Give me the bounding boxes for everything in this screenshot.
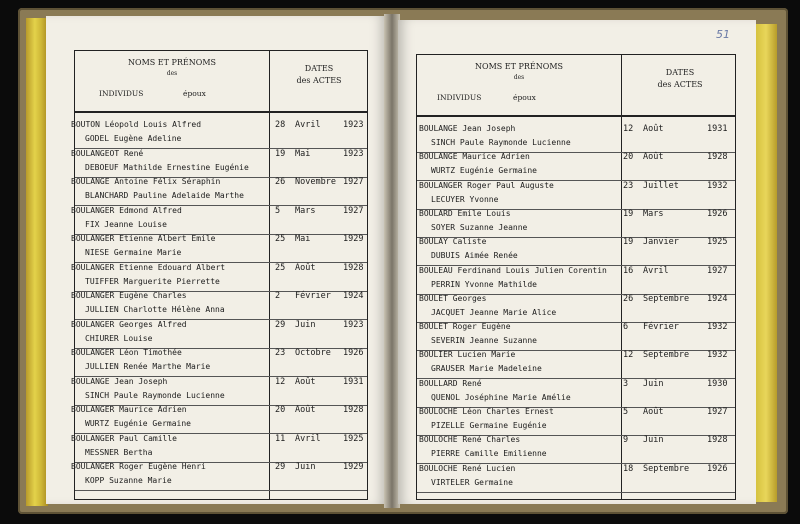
names-header xyxy=(75,57,269,79)
table-row xyxy=(417,151,735,181)
table-row xyxy=(71,119,367,149)
dates-header xyxy=(623,67,737,91)
table-row xyxy=(417,123,735,153)
date-month: Août xyxy=(643,124,664,134)
table-row xyxy=(71,205,367,235)
date-year: 1924 xyxy=(707,293,728,304)
husband-name: BOULAY Caliste xyxy=(419,237,487,247)
table-row xyxy=(71,290,367,320)
date-day: 29 xyxy=(275,319,286,330)
husband-name: BOULANGER Etienne Edouard Albert xyxy=(71,262,226,272)
date-day: 19 xyxy=(275,148,286,159)
date-day: 25 xyxy=(275,234,286,244)
right-page xyxy=(398,20,756,504)
date-year: 1931 xyxy=(343,376,364,387)
table-row xyxy=(417,463,735,493)
date-year: 1932 xyxy=(707,322,728,333)
date-day: 16 xyxy=(623,265,634,276)
names-header-des: des xyxy=(166,70,178,77)
date-month: Février xyxy=(295,291,331,301)
husband-name: BOULEAU Ferdinand Louis Julien Corentin xyxy=(419,265,607,275)
date-year: 1925 xyxy=(343,433,364,444)
wife-name: FIX Jeanne Louise xyxy=(85,219,167,229)
date-year: 1927 xyxy=(707,407,728,417)
table-row xyxy=(417,378,735,408)
date-month: Juin xyxy=(643,378,664,389)
date-month: Octobre xyxy=(295,348,331,358)
date-month: Août xyxy=(643,152,664,163)
date-month: Avril xyxy=(295,120,321,130)
husband-name: BOULOCHE René Lucien xyxy=(419,463,516,473)
wife-name: JULLIEN Charlotte Hélène Anna xyxy=(85,305,225,314)
date-day: 6 xyxy=(623,322,629,333)
date-day: 23 xyxy=(275,348,286,358)
date-month: Avril xyxy=(295,433,321,444)
date-year: 1930 xyxy=(707,378,728,389)
date-day: 19 xyxy=(623,237,634,248)
date-day: 26 xyxy=(275,177,286,187)
table-row xyxy=(71,376,367,406)
wife-name: VIRTELER Germaine xyxy=(431,477,513,487)
husband-name: BOULANGE Maurice Adrien xyxy=(419,152,530,162)
date-day: 29 xyxy=(275,462,286,472)
date-day: 19 xyxy=(623,208,634,219)
husband-name: BOULANGE Jean Joseph xyxy=(419,124,516,133)
date-year: 1929 xyxy=(343,462,364,472)
wife-name: SINCH Paule Raymonde Lucienne xyxy=(85,390,225,400)
date-year: 1927 xyxy=(707,265,728,276)
names-header-title: NOMS ET PRÉNOMS xyxy=(128,58,216,67)
date-month: Août xyxy=(643,407,664,417)
husband-name: BOULARD Emile Louis xyxy=(419,208,511,218)
husband-name: BOULANGER Roger Eugène Henri xyxy=(71,462,206,471)
wife-name: NIESE Germaine Marie xyxy=(85,248,182,257)
date-day: 11 xyxy=(275,433,286,444)
dates-header-title: DATES xyxy=(304,64,334,73)
husband-name: BOULET Georges xyxy=(419,293,487,303)
table-row xyxy=(71,347,367,377)
date-day: 12 xyxy=(623,350,634,361)
date-year: 1926 xyxy=(707,463,728,474)
row-divider xyxy=(417,492,735,493)
table-row xyxy=(417,349,735,379)
names-header-title: NOMS ET PRÉNOMS xyxy=(475,62,563,71)
gilt-page-edge-left xyxy=(26,18,48,506)
date-day: 3 xyxy=(623,378,629,389)
husband-name: BOULIER Lucien Marie xyxy=(419,350,516,360)
wife-name: JULLIEN Renée Marthe Marie xyxy=(85,362,211,371)
wife-name: SEVERIN Jeanne Suzanne xyxy=(431,336,537,346)
date-year: 1932 xyxy=(707,180,728,191)
wife-name: DEBOEUF Mathilde Ernestine Eugénie xyxy=(85,162,249,172)
table-row xyxy=(71,319,367,349)
wife-name: JACQUET Jeanne Marie Alice xyxy=(431,307,557,317)
date-month: Août xyxy=(295,376,316,387)
names-header xyxy=(417,61,621,83)
table-row xyxy=(417,180,735,210)
wife-name: SINCH Paule Raymonde Lucienne xyxy=(431,138,571,147)
date-month: Juin xyxy=(643,435,664,446)
gilt-page-edge-right xyxy=(755,24,777,502)
date-month: Janvier xyxy=(643,237,679,248)
date-month: Juillet xyxy=(643,180,679,191)
dates-header-sub: des ACTES xyxy=(657,80,703,89)
husband-name: BOULANGER Léon Timothée xyxy=(71,348,182,357)
date-year: 1927 xyxy=(343,177,364,187)
table-row xyxy=(417,236,735,266)
wife-name: PERRIN Yvonne Mathilde xyxy=(431,279,537,289)
wife-name: MESSNER Bertha xyxy=(85,447,153,457)
husband-name: BOULANGER Etienne Albert Emile xyxy=(71,234,216,243)
date-month: Mars xyxy=(295,205,316,216)
dates-header-title: DATES xyxy=(665,68,695,77)
date-day: 28 xyxy=(275,120,286,130)
table-row xyxy=(71,404,367,434)
table-header xyxy=(75,51,367,113)
wife-name: CHIURER Louise xyxy=(85,333,153,343)
date-day: 20 xyxy=(623,152,634,163)
wife-name: TUIFFER Marguerite Pierrette xyxy=(85,276,220,286)
epoux-label: époux xyxy=(183,89,206,98)
date-year: 1928 xyxy=(707,152,728,163)
table-row xyxy=(71,461,367,491)
husband-name: BOULANGER Edmond Alfred xyxy=(71,205,182,215)
wife-name: WURTZ Eugénie Germaine xyxy=(431,166,537,176)
table-row xyxy=(71,433,367,463)
date-month: Septembre xyxy=(643,350,690,361)
date-day: 12 xyxy=(623,124,634,134)
wife-name: SOYER Suzanne Jeanne xyxy=(431,222,528,232)
date-day: 5 xyxy=(275,205,281,216)
wife-name: PIZELLE Germaine Eugénie xyxy=(431,421,547,430)
wife-name: LECUYER Yvonne xyxy=(431,194,499,204)
date-month: Mai xyxy=(295,234,311,244)
husband-name: BOULOCHE René Charles xyxy=(419,435,521,445)
table-row xyxy=(417,321,735,351)
register-table-left xyxy=(71,50,368,500)
table-row xyxy=(417,434,735,464)
wife-name: BLANCHARD Pauline Adelaide Marthe xyxy=(85,191,244,200)
date-year: 1928 xyxy=(343,262,364,273)
row-divider xyxy=(75,490,367,491)
dates-header xyxy=(269,63,369,87)
table-row xyxy=(71,148,367,178)
date-month: Novembre xyxy=(295,177,336,187)
date-year: 1923 xyxy=(343,319,364,330)
table-row xyxy=(71,233,367,263)
date-day: 18 xyxy=(623,463,634,474)
husband-name: BOULANGER Maurice Adrien xyxy=(71,405,187,414)
date-year: 1926 xyxy=(707,208,728,219)
date-year: 1926 xyxy=(343,348,364,358)
husband-name: BOULANGER Paul Camille xyxy=(71,433,177,443)
date-month: Mars xyxy=(643,208,664,219)
date-month: Juin xyxy=(295,462,316,472)
date-month: Septembre xyxy=(643,463,690,474)
date-year: 1928 xyxy=(707,435,728,446)
date-day: 9 xyxy=(623,435,629,446)
table-row xyxy=(417,208,735,238)
date-year: 1923 xyxy=(343,148,364,159)
date-month: Août xyxy=(295,262,316,273)
date-year: 1923 xyxy=(343,120,364,130)
table-row xyxy=(417,265,735,295)
date-year: 1931 xyxy=(707,124,728,134)
husband-name: BOULANGER Roger Paul Auguste xyxy=(419,180,554,190)
husband-name: BOULOCHE Léon Charles Ernest xyxy=(419,407,554,416)
wife-name: GODEL Eugène Adeline xyxy=(85,134,182,143)
wife-name: PIERRE Camille Emilienne xyxy=(431,449,547,459)
date-month: Février xyxy=(643,322,679,333)
date-year: 1932 xyxy=(707,350,728,361)
husband-name: BOULET Roger Eugène xyxy=(419,322,511,332)
wife-name: KOPP Suzanne Marie xyxy=(85,476,172,485)
date-month: Août xyxy=(295,405,316,415)
husband-name: BOULANGEOT René xyxy=(71,148,144,158)
individus-label: INDIVIDUS xyxy=(437,93,482,102)
individus-label: INDIVIDUS xyxy=(99,89,144,98)
names-header-des: des xyxy=(513,74,525,81)
wife-name: GRAUSER Marie Madeleine xyxy=(431,364,542,374)
table-row xyxy=(417,293,735,323)
date-day: 2 xyxy=(275,291,281,301)
wife-name: QUENOL Joséphine Marie Amélie xyxy=(431,392,571,402)
date-day: 26 xyxy=(623,293,634,304)
table-row xyxy=(71,176,367,206)
date-month: Juin xyxy=(295,319,316,330)
date-year: 1928 xyxy=(343,405,364,415)
date-month: Mai xyxy=(295,148,311,159)
table-row xyxy=(71,262,367,292)
date-year: 1924 xyxy=(343,291,364,301)
table-row xyxy=(417,406,735,436)
date-month: Septembre xyxy=(643,293,690,304)
husband-name: BOULANGE Jean Joseph xyxy=(71,376,168,386)
epoux-label: époux xyxy=(513,93,536,102)
left-page xyxy=(46,16,386,504)
date-day: 5 xyxy=(623,407,629,417)
register-table-right xyxy=(416,54,736,500)
husband-name: BOULLARD René xyxy=(419,378,482,388)
date-year: 1925 xyxy=(707,237,728,248)
date-day: 20 xyxy=(275,405,286,415)
wife-name: DUBUIS Aimée Renée xyxy=(431,251,518,261)
table-header xyxy=(417,55,735,117)
husband-name: BOUTON Léopold Louis Alfred xyxy=(71,120,202,129)
wife-name: WURTZ Eugénie Germaine xyxy=(85,419,191,428)
date-day: 23 xyxy=(623,180,634,191)
date-day: 25 xyxy=(275,262,286,273)
date-month: Avril xyxy=(643,265,669,276)
husband-name: BOULANGER Georges Alfred xyxy=(71,319,187,329)
husband-name: BOULANGER Eugène Charles xyxy=(71,291,187,300)
dates-header-sub: des ACTES xyxy=(296,76,342,85)
husband-name: BOULANGE Antoine Félix Séraphin xyxy=(71,177,221,186)
date-day: 12 xyxy=(275,376,286,387)
page-number: 51 xyxy=(716,28,730,41)
date-year: 1929 xyxy=(343,234,364,244)
date-year: 1927 xyxy=(343,205,364,216)
